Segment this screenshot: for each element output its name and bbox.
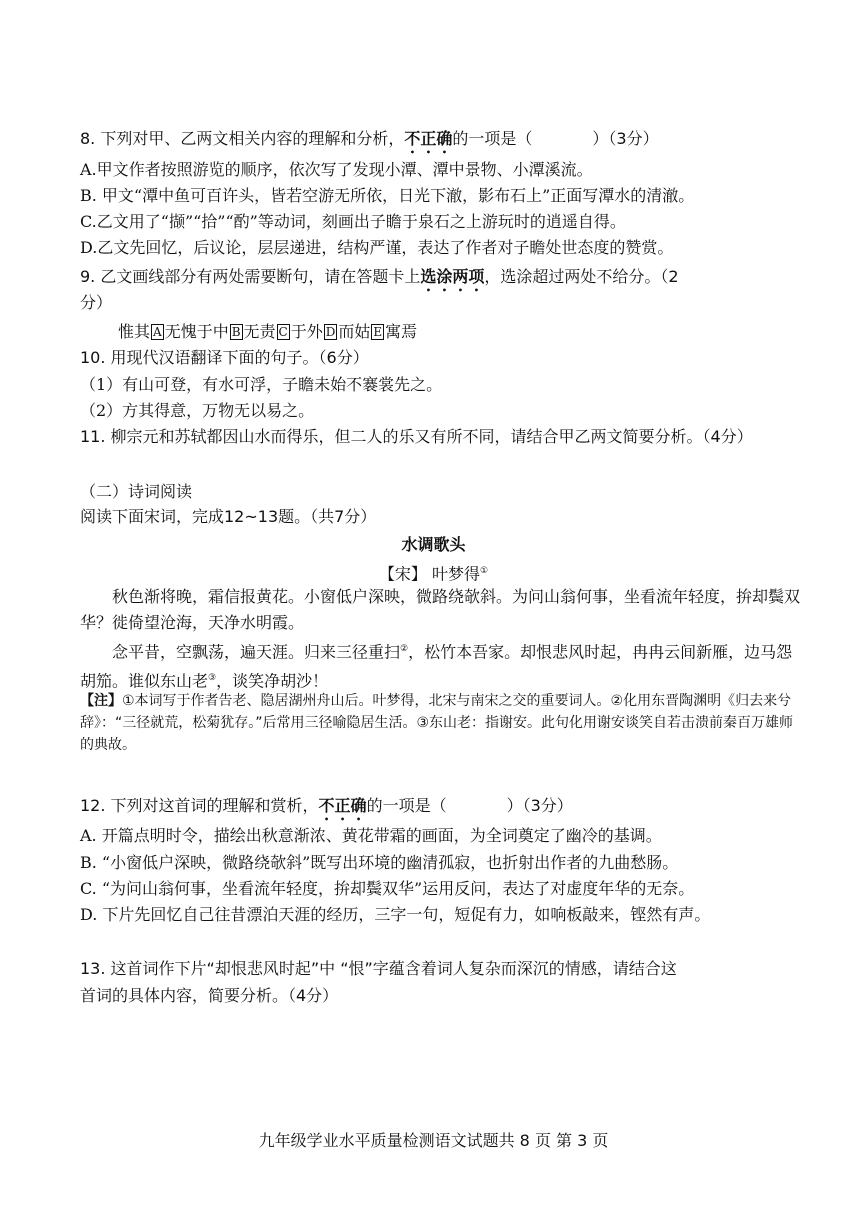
poem-author [0,560,867,585]
section-heading: （二）诗词阅读 [80,482,193,501]
sentence-part: 寓焉 [385,322,418,341]
q12-stem [80,795,807,824]
q9-stem-text: 9. 乙文画线部分有两处需要断句，请在答题卡上 [80,267,421,286]
stanza-text: 念平昔，空飘荡，遍天涯。归来三径重扫 [112,642,401,662]
q12-emphasis: 不正确 [318,796,367,815]
break-option-a: A [153,325,162,339]
sentence-part: 于外 [290,322,323,341]
q8-score: ）（3分） [592,129,659,148]
q9-stem-cont: 分） [80,293,113,312]
poem-stanza-1: 秋色渐将晚，霜信报黄花。小窗低户深映，微路绕欹斜。为问山翁何事，坐看流年轻度，拚却鬓双华？徙倚望沧海，天净水明霞。 [80,587,801,632]
q9-emphasis: 选涂两项 [420,267,485,286]
q13-stem-2: 首词的具体内容，简要分析。（4分） [80,986,339,1005]
q8-option-c: C.乙文用了“撷”“拾”“酌”等动词，刻画出子瞻于泉石之上游玩时的逍遥自得。 [80,212,626,231]
footnote-mark: ③ [208,673,217,684]
q8-stem-text-2: 的一项是（ [452,129,533,148]
q12-option-b: B. “小窗低户深映，微路绕欹斜”既写出环境的幽清孤寂，也折射出作者的九曲愁肠。 [80,853,679,872]
q12-stem-text: 12. 下列对这首词的理解和赏析， [80,796,319,815]
q11-stem: 11. 柳宗元和苏轼都因山水而得乐，但二人的乐又有所不同，请结合甲乙两文简要分析。（4分） [80,427,753,446]
q10-item-2: （2）方其得意，万物无以易之。 [80,401,315,420]
footnote-mark: ② [400,644,409,654]
q8-stem-text: 8. 下列对甲、乙两文相关内容的理解和分析， [80,129,405,148]
q8-emphasis: 不正确 [404,129,453,148]
break-option-c: C [278,325,288,339]
section-instruction: 阅读下面宋词，完成12~13题。（共7分） [80,507,377,526]
q9-stem [80,266,807,295]
poem-stanza-2 [80,636,807,695]
q12-option-d: D. 下片先回忆自己往昔漂泊天涯的经历，三字一句，短促有力，如响板敲来，铿然有声。 [80,905,711,924]
note-label: 【注】 [80,693,122,709]
poem-note [80,690,807,756]
q12-score: ）（3分） [506,796,573,815]
stanza-text: ，松竹本吾家。却恨悲风时起，冉冉云间新雁，边马怨胡笳。谁似东山老 [80,642,793,691]
q9-stem-text-2: ，选涂超过两处不给分。（2 [484,267,679,286]
q12-stem-text-2: 的一项是（ [366,796,447,815]
poem-author-text: 【宋】 叶梦得 [378,564,480,584]
q8-option-d: D.乙文先回忆，后议论，层层递进，结构严谨，表达了作者对子瞻处世态度的赞赏。 [80,238,674,257]
footnote-mark: ① [480,566,489,576]
sentence-part: 无愧于中 [164,322,229,341]
break-option-e: E [373,325,383,339]
stanza-text: ，谈笑净胡沙！ [216,671,329,691]
q8-option-a: A.甲文作者按照游览的顺序，依次写了发现小潭、潭中景物、小潭溪流。 [80,160,593,179]
q12-option-a: A. 开篇点明时令，描绘出秋意渐浓、黄花带霜的画面，为全词奠定了幽冷的基调。 [80,826,662,845]
q8-stem [80,128,807,157]
break-option-d: D [325,325,336,339]
q8-option-b: B. 甲文“潭中鱼可百许头，皆若空游无所依，日光下澈，影布石上”正面写潭水的清澈。 [80,186,695,205]
q12-option-c: C. “为问山翁何事，坐看流年轻度，拚却鬓双华”运用反问，表达了对虚度年华的无奈。 [80,879,695,898]
note-text: ①本词写于作者告老、隐居湖州舟山后。叶梦得，北宋与南宋之交的重要词人。②化用东晋陶渊明《归去来兮辞》：“三径就荒，松菊犹存。”后常用三径喻隐居生活。③东山老：指谢安。此句化用谢安谈笑自若击溃前秦百万雄师的典故。 [80,693,794,753]
q10-item-1: （1）有山可登，有水可浮，子瞻未始不褰裳先之。 [80,375,443,394]
q9-sentence [118,321,807,343]
sentence-part: 惟其 [118,322,151,341]
q13-stem-1: 13. 这首词作下片“却恨悲风时起”中 “恨”字蕴含着词人复杂而深沉的情感，请结合这 [80,959,677,978]
break-option-b: B [231,325,241,339]
q10-stem: 10. 用现代汉语翻译下面的句子。（6分） [80,348,369,367]
page-footer: 九年级学业水平质量检测语文试题共 8 页 第 3 页 [258,1131,609,1150]
sentence-part: 无责 [243,322,276,341]
poem-title: 水调歌头 [401,535,466,554]
sentence-part: 而姑 [338,322,371,341]
